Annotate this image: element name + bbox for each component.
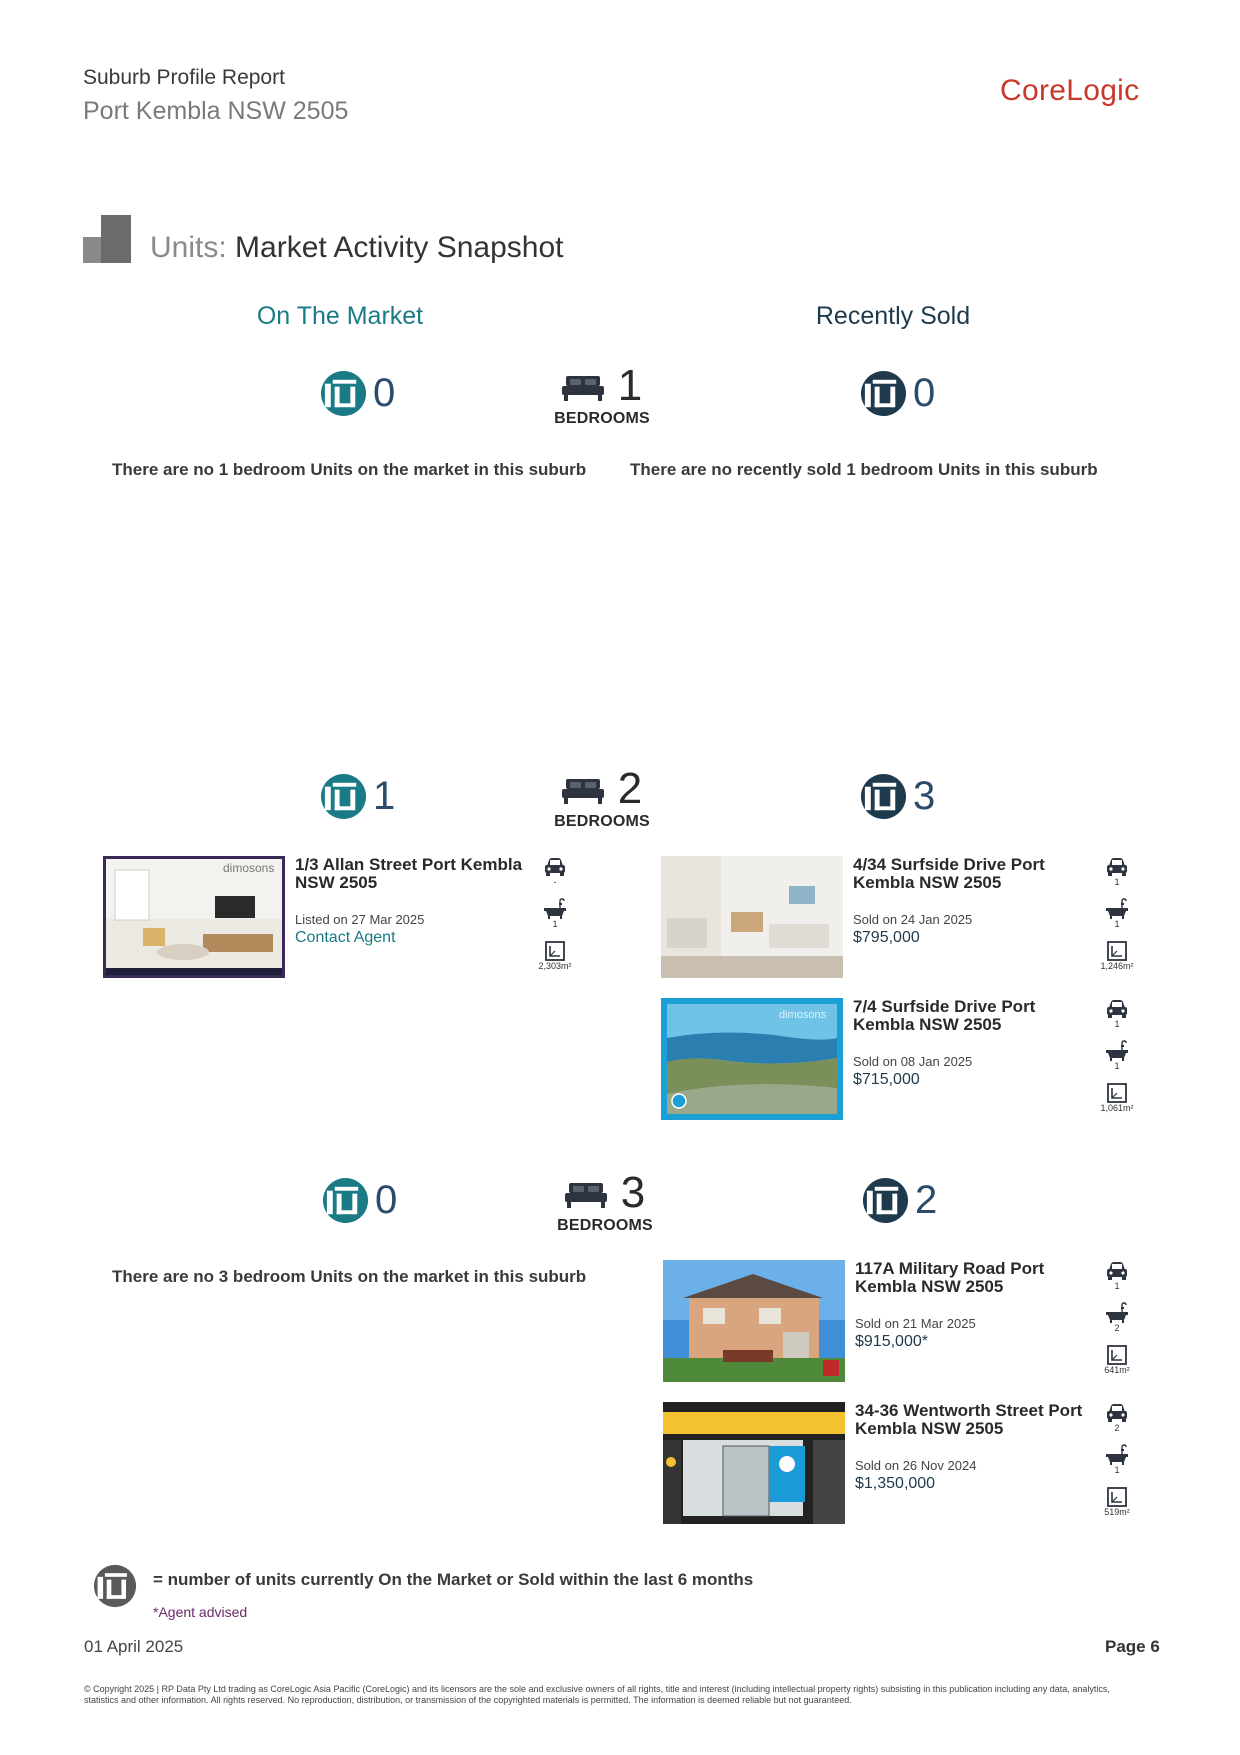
on-market-count-2bed (320, 771, 395, 821)
sold-date: Sold on 08 Jan 2025 (853, 1054, 973, 1069)
land-size-icon (1105, 1344, 1129, 1366)
unit-count-icon (322, 1177, 369, 1224)
property-listing[interactable] (661, 998, 1141, 1120)
bath-icon (1105, 1444, 1129, 1466)
bedroom-number: 2 (617, 764, 643, 813)
property-photo[interactable] (663, 1260, 845, 1382)
sold-date: Sold on 21 Mar 2025 (855, 1316, 976, 1331)
property-address[interactable]: 4/34 Surfside Drive Port Kembla NSW 2505 (853, 855, 1045, 892)
property-details (855, 1260, 1095, 1351)
land-size (535, 940, 575, 982)
land-value: 2,303m² (538, 961, 572, 971)
bed-icon (562, 376, 604, 402)
car-value: 1 (1114, 877, 1120, 887)
photo-caption: dimosons (779, 1009, 827, 1021)
count-value: 1 (373, 774, 396, 818)
bedroom-number: 1 (617, 361, 643, 410)
car-spaces (1097, 856, 1137, 898)
no-sales-message: There are no recently sold 1 bedroom Units in this suburb (630, 460, 1098, 479)
land-size (1097, 940, 1137, 982)
bedrooms-label: BEDROOMS (557, 1217, 653, 1234)
car-value: 1 (1114, 1019, 1120, 1029)
page-number: Page 6 (1105, 1637, 1160, 1656)
land-size (1097, 1486, 1137, 1528)
bathrooms (1097, 1444, 1137, 1486)
bath-icon (1105, 898, 1129, 920)
car-value: 2 (1114, 1423, 1120, 1433)
property-details (853, 998, 1093, 1089)
unit-count-icon (320, 773, 367, 820)
property-address[interactable]: 117A Military Road Port Kembla NSW 2505 (855, 1259, 1045, 1296)
on-market-heading: On The Market (256, 302, 424, 330)
sold-date: Sold on 24 Jan 2025 (853, 912, 973, 927)
unit-count-icon (862, 1177, 909, 1224)
land-size (1097, 1082, 1137, 1124)
photo-caption: dimosons (223, 861, 275, 875)
report-date: 01 April 2025 (84, 1637, 184, 1656)
property-photo[interactable] (661, 998, 843, 1120)
bed-icon (565, 1183, 607, 1209)
land-size-icon (1105, 1082, 1129, 1104)
car-icon (1105, 1260, 1129, 1282)
sold-count-1bed (860, 368, 935, 418)
sold-price: $795,000 (853, 929, 920, 946)
car-spaces (1097, 1260, 1137, 1302)
corelogic-logo: CoreLogic (1000, 74, 1140, 107)
units-section-icon (83, 215, 131, 263)
car-spaces (535, 856, 575, 898)
land-size-icon (1105, 940, 1129, 962)
no-listings-message: There are no 1 bedroom Units on the market in this suburb (112, 460, 587, 479)
unit-count-icon (860, 773, 907, 820)
bedrooms-group-3 (550, 1167, 660, 1235)
bedrooms-label: BEDROOMS (554, 410, 650, 427)
section-title (150, 231, 564, 265)
bath-value: 1 (1114, 1465, 1120, 1475)
bathrooms (1097, 1302, 1137, 1344)
count-value: 2 (915, 1178, 938, 1222)
property-photo[interactable] (661, 856, 843, 978)
bath-value: 1 (1114, 919, 1120, 929)
property-photo[interactable] (103, 856, 285, 978)
bedrooms-group-1 (547, 360, 657, 428)
property-address[interactable]: 7/4 Surfside Drive Port Kembla NSW 2505 (853, 997, 1036, 1034)
car-spaces (1097, 1402, 1137, 1444)
on-market-count-3bed (322, 1175, 397, 1225)
sold-price: $1,350,000 (855, 1475, 936, 1492)
car-icon (1105, 998, 1129, 1020)
copyright-notice: © Copyright 2025 | RP Data Pty Ltd trading as CoreLogic Asia Pacific (CoreLogic) and its licensors are the sole and exclusive owners of all rights, title and interest (including intellectual property rights) subsisting in this publication including any data, analytics, statistics and other information. All rights reserved. No reproduction, distribution, or transmission of the copyrighted materials is permitted. The information is deemed reliable but not guaranteed. (84, 1684, 1110, 1705)
section-title-main: Market Activity Snapshot (235, 231, 564, 264)
land-value: 641m² (1104, 1365, 1130, 1375)
contact-agent-link[interactable]: Contact Agent (295, 929, 396, 946)
unit-count-icon (860, 370, 907, 417)
sold-date: Sold on 26 Nov 2024 (855, 1458, 977, 1473)
bath-icon (1105, 1040, 1129, 1062)
count-value: 0 (913, 371, 936, 415)
listing-date: Listed on 27 Mar 2025 (295, 912, 425, 927)
car-icon (543, 856, 567, 878)
sold-price: $715,000 (853, 1071, 920, 1088)
bath-icon (1105, 1302, 1129, 1324)
car-icon (1105, 1402, 1129, 1424)
count-value: 0 (373, 371, 396, 415)
car-spaces (1097, 998, 1137, 1040)
property-details (295, 856, 535, 947)
property-address[interactable]: 1/3 Allan Street Port Kembla NSW 2505 (295, 855, 523, 892)
bath-value: 1 (1114, 1061, 1120, 1071)
bathrooms (1097, 1040, 1137, 1082)
suburb-name: Port Kembla NSW 2505 (83, 97, 349, 125)
sold-count-2bed (860, 771, 935, 821)
count-value: 3 (913, 774, 936, 818)
land-size (1097, 1344, 1137, 1386)
agent-advised-note: *Agent advised (153, 1604, 248, 1620)
car-value: - (553, 877, 557, 887)
property-photo[interactable] (663, 1402, 845, 1524)
property-listing[interactable] (663, 1402, 1143, 1524)
property-listing[interactable] (661, 856, 1141, 978)
sold-price: $915,000* (855, 1333, 928, 1350)
land-value: 1,246m² (1100, 961, 1134, 971)
property-attributes (535, 856, 575, 982)
property-attributes (1097, 1260, 1137, 1386)
land-value: 519m² (1104, 1507, 1130, 1517)
bathrooms (1097, 898, 1137, 940)
property-listing[interactable] (663, 1260, 1143, 1382)
sold-count-3bed (862, 1175, 937, 1225)
bed-icon (562, 779, 604, 805)
property-attributes (1097, 856, 1137, 982)
bath-value: 1 (552, 919, 558, 929)
recently-sold-heading: Recently Sold (815, 302, 971, 330)
land-value: 1,061m² (1100, 1103, 1134, 1113)
car-icon (1105, 856, 1129, 878)
bedrooms-label: BEDROOMS (554, 813, 650, 830)
property-details (855, 1402, 1095, 1493)
property-attributes (1097, 998, 1137, 1124)
car-value: 1 (1114, 1281, 1120, 1291)
bath-value: 2 (1114, 1323, 1120, 1333)
on-market-count-1bed (320, 368, 395, 418)
property-attributes (1097, 1402, 1137, 1528)
legend-text: = number of units currently On the Market or Sold within the last 6 months (153, 1570, 754, 1589)
bedroom-number: 3 (620, 1168, 646, 1217)
unit-count-icon (93, 1564, 137, 1608)
property-details (853, 856, 1093, 947)
bath-icon (543, 898, 567, 920)
property-address[interactable]: 34-36 Wentworth Street Port Kembla NSW 2505 (855, 1401, 1083, 1438)
land-size-icon (543, 940, 567, 962)
unit-count-icon (320, 370, 367, 417)
land-size-icon (1105, 1486, 1129, 1508)
no-listings-message: There are no 3 bedroom Units on the market in this suburb (112, 1267, 587, 1286)
count-value: 0 (375, 1178, 398, 1222)
section-title-lead: Units: (150, 231, 227, 264)
bathrooms (535, 898, 575, 940)
property-listing[interactable] (103, 856, 583, 978)
bedrooms-group-2 (547, 763, 657, 831)
report-title: Suburb Profile Report (83, 66, 285, 89)
